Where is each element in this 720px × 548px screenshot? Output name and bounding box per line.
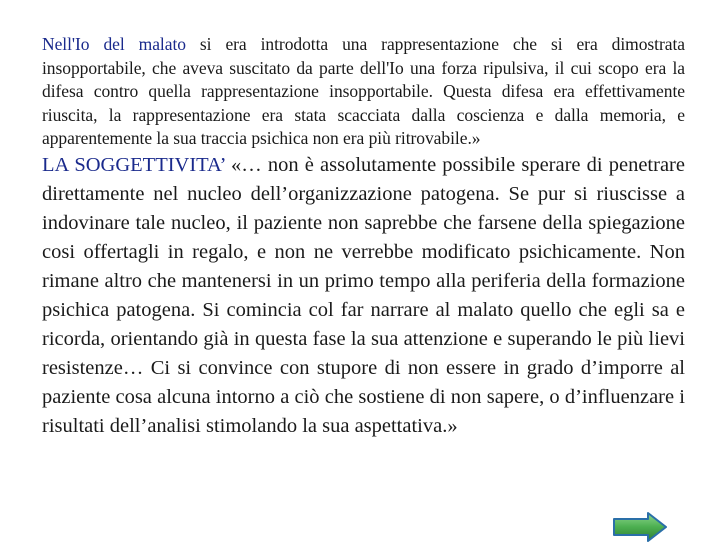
arrow-right-icon [612, 511, 668, 543]
section-heading: LA SOGGETTIVITA’ [42, 153, 225, 176]
paragraph-soggettivita-text: «… non è assolutamente possibile sperare di penetrare direttamente nel nucleo dell’organizzazione patogena. Se pur si riuscisse a indovinare tale nucleo, il paziente non saprebbe che farsene della spiegazione cosi offertagli in regalo, e non ne verrebbe modificato psichicamente. Non rimane altro che mantenersi in un primo tempo alla periferia della formazione psichica patogena. Si comincia col far narrare al malato quello che egli sa e ricorda, orientando già in questa fase la sua attenzione e superando le più lievi resistenze… Ci si convince con stupore di non essere in grado d’imporre al paziente cosa alcuna intorno a ciò che sostiene di non sapere, o d’influenzare i risultati dell’analisi stimolando la sua aspettativa.» [42, 153, 685, 437]
paragraph-soggettivita [42, 151, 685, 441]
slide-content [42, 33, 685, 441]
paragraph-defense [42, 33, 685, 151]
next-slide-button[interactable] [612, 511, 668, 543]
highlight-phrase: Nell'Io del malato [42, 34, 186, 54]
paragraph-defense-text: si era introdotta una rappresentazione che si era dimostrata insopportabile, che aveva suscitato da parte dell'Io una forza ripulsiva, il cui scopo era la difesa contro quella rappresentazione insopportabile. Questa difesa era effettivamente riuscita, la rappresentazione era stata scacciata dalla coscienza e dalla memoria, e apparentemente la sua traccia psichica non era più ritrovabile.» [42, 34, 685, 148]
